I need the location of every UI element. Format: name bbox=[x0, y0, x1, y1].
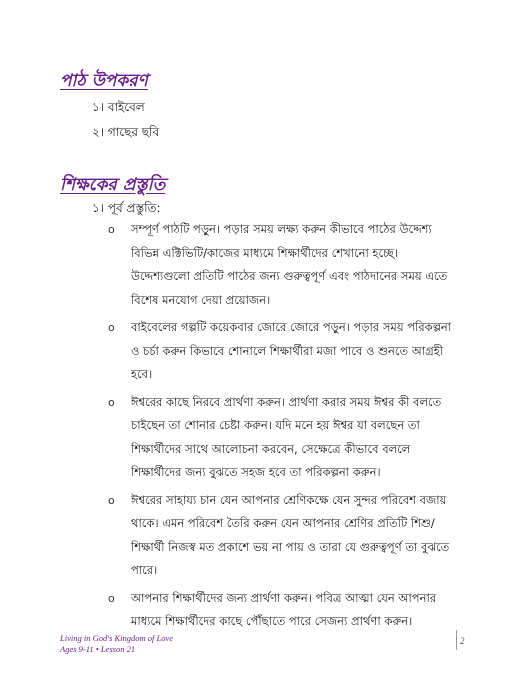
preparation-bullet-list bbox=[108, 218, 453, 638]
materials-item-tree-picture: ২। গাছের ছবি bbox=[92, 125, 160, 139]
list-item bbox=[108, 218, 453, 312]
list-item bbox=[108, 587, 453, 634]
page-number: 2 bbox=[460, 636, 465, 646]
bullet-icon: o bbox=[108, 591, 115, 605]
bullet-icon: o bbox=[108, 223, 115, 236]
bullet-icon: o bbox=[108, 395, 115, 409]
footer-divider bbox=[456, 630, 457, 650]
bullet-text: সম্পূর্ণ পাঠটি পড়ুন। পড়ার সময় লক্ষ্য করুন কীভাবে পাঠের উদ্দেশ্য বিভিন্ন এক্টিভিটি/কাজের মাধ্যমে শিক্ষার্থীদের শেখানো হচ্ছে। উদ্দেশ্যগুলো প্রতিটি পাঠের জন্য গুরুত্বপূর্ণ এবং পাঠদানের সময় এতে বিশেষ মনযোগ দেয়া প্রয়োজন। bbox=[131, 222, 448, 307]
materials-heading: পাঠ উপকরণ bbox=[60, 71, 148, 91]
bullet-icon: o bbox=[108, 493, 115, 507]
list-item bbox=[108, 489, 453, 583]
list-item bbox=[108, 316, 453, 387]
bullet-text: ঈশ্বরের সাহায্য চান যেন আপনার শ্রেণিকক্ষে যেন সুন্দর পরিবেশ বজায় থাকে। এমন পরিবেশ তৈরি করুন যেন আপনার শ্রেণির প্রতিটি শিশু/শিক্ষার্থী নিজস্ব মত প্রকাশে ভয় না পায় ও তারা যে গুরুত্বপূর্ণ তা বুঝতে পারে। bbox=[131, 492, 450, 577]
preparation-heading: শিক্ষকের প্রস্তুতি bbox=[60, 175, 166, 195]
footer bbox=[60, 633, 173, 655]
preparation-subheading: ১। পূর্ব প্রস্তুতি: bbox=[92, 201, 161, 215]
footer-subtitle: Ages 9-11 • Lesson 21 bbox=[60, 644, 136, 654]
bullet-text: আপনার শিক্ষার্থীদের জন্য প্রার্থণা করুন। পবিত্র আত্মা যেন আপনার মাধ্যমে শিক্ষার্থীদের কাছে পৌঁছাতে পারে সেজন্য প্রার্থণা করুন। bbox=[131, 590, 437, 628]
bullet-text: বাইবেলের গল্পটি কয়েকবার জোরে জোরে পড়ুন। পড়ার সময় পরিকল্পনা ও চর্চা করুন কিভাবে শোনালে শিক্ষার্থীরা মজা পাবে ও শুনতে আগ্রহী হবে। bbox=[131, 320, 452, 381]
list-item bbox=[108, 391, 453, 485]
materials-item-bible: ১। বাইবেল bbox=[92, 100, 145, 114]
bullet-text: ঈশ্বরের কাছে নিরবে প্রার্থণা করুন। প্রার্থণা করার সময় ঈশ্বর কী বলতে চাইছেন তা শোনার চেষ্টা করুন। যদি মনে হয় ঈশ্বর যা বলছেন তা শিক্ষার্থীদের সাথে আলোচনা করবেন, সেক্ষেত্রে কীভাবে বললে শিক্ষার্থীদের জন্য বুঝতে সহজ হবে তা পরিকল্পনা করুন। bbox=[131, 394, 442, 479]
footer-title: Living in God's Kingdom of Love bbox=[60, 633, 174, 643]
bullet-icon: o bbox=[108, 321, 115, 334]
